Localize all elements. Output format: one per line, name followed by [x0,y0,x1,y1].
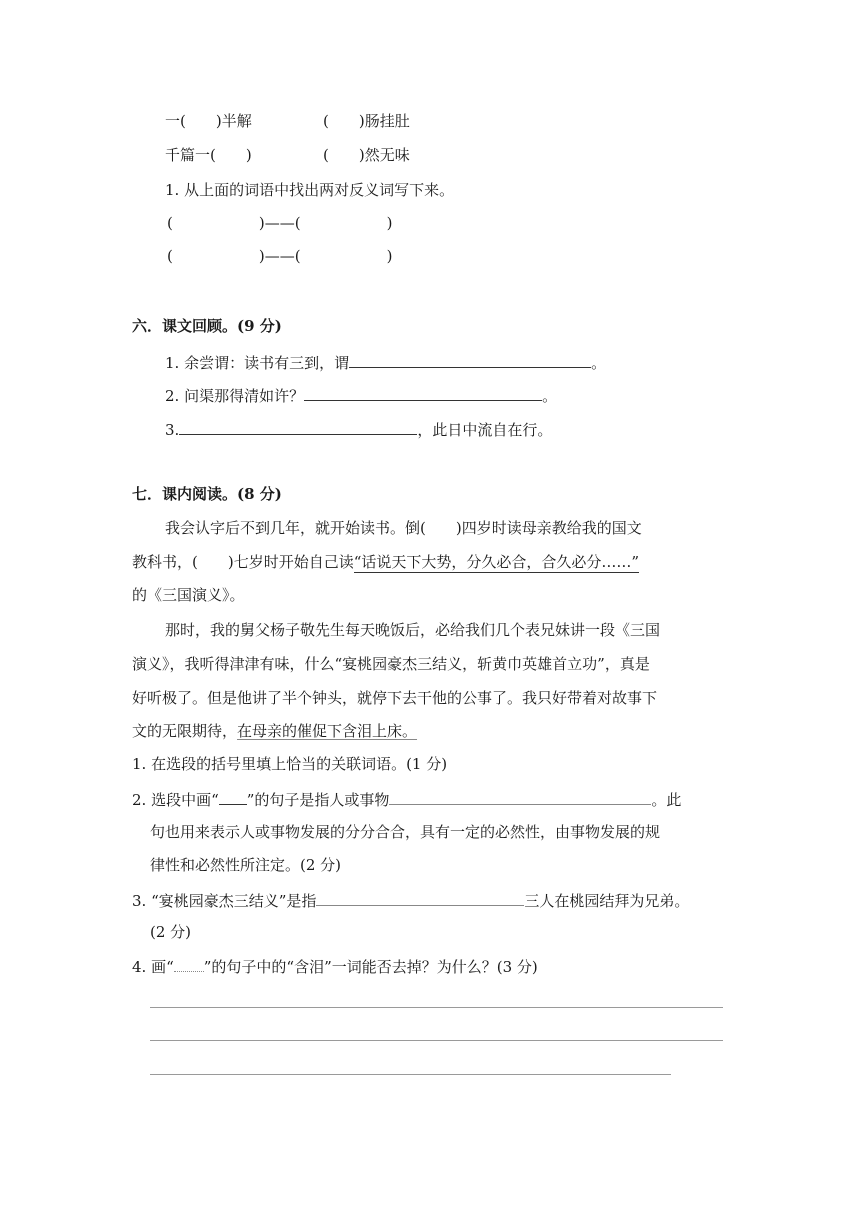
answer-line-1[interactable] [150,1007,723,1008]
marked-sentence: 在母亲的催促下含泪上床。 [237,722,418,740]
answer-blank[interactable] [349,351,591,368]
passage-p1-line3: 的《三国演义》。 [132,586,245,604]
section-6-q2: 2. 问渠那得清如许？ 。 [165,384,557,406]
answer-line-2[interactable] [150,1040,723,1041]
reading-q2: 2. 选段中画“ ”的句子是指人或事物 。此 [132,788,681,810]
idiom-question-1: 1. 从上面的词语中找出两对反义词写下来。 [165,181,455,199]
answer-blank[interactable] [304,384,542,401]
answer-blank[interactable] [389,788,651,805]
passage-p2-line4: 文的无限期待，在母亲的催促下含泪上床。 [132,722,418,740]
idiom-row2-a: 千篇一( ) [165,146,252,164]
reading-q3: 3. “宴桃园豪杰三结义”是指 三人在桃园结拜为兄弟。 [132,889,689,911]
section-6-q1: 1. 余尝谓：读书有三到，谓 。 [165,351,606,373]
section-6-title: 六．课文回顾。(9 分) [132,317,282,335]
wavy-marker [174,959,204,972]
passage-p2-line1: 那时，我的舅父杨子敬先生每天晚饭后，必给我们几个表兄妹讲一段《三国 [165,621,661,639]
reading-q1: 1. 在选段的括号里填上恰当的关联词语。(1 分) [132,755,448,773]
section-7-title: 七．课内阅读。(8 分) [132,485,282,503]
line-marker [219,792,247,805]
reading-q2-line3: 律性和必然性所注定。(2 分) [150,856,342,874]
passage-p2-line3: 好听极了。但是他讲了半个钟头，就停下去干他的公事了。我只好带着对故事下 [132,689,658,707]
passage-p1-line2: 教科书，( )七岁时开始自己读“话说天下大势，分久必合，合久必分……” [132,553,640,571]
answer-blank[interactable] [316,889,524,906]
reading-q3-line2: (2 分) [150,923,192,941]
answer-blank[interactable] [179,418,417,435]
idiom-row1-b: ( )肠挂肚 [323,112,410,130]
reading-q4: 4. 画“ ”的句子中的“含泪”一词能否去掉？为什么？(3 分) [132,958,538,976]
section-6-q3: 3. ，此日中流自在行。 [165,418,552,440]
underlined-sentence: “话说天下大势，分久必合，合久必分……” [353,553,640,571]
idiom-row1-a: 一( )半解 [165,112,252,130]
antonym-pair-1: ( )——( ) [167,214,393,232]
passage-p1-line1: 我会认字后不到几年，就开始读书。倒( )四岁时读母亲教给我的国文 [165,519,642,537]
answer-line-3[interactable] [150,1074,671,1075]
reading-q2-line2: 句也用来表示人或事物发展的分分合合，具有一定的必然性，由事物发展的规 [150,823,661,841]
idiom-row2-b: ( )然无味 [323,146,410,164]
passage-p2-line2: 演义》，我听得津津有味，什么“宴桃园豪杰三结义，斩黄巾英雄首立功”，真是 [132,655,650,673]
antonym-pair-2: ( )——( ) [167,247,393,265]
